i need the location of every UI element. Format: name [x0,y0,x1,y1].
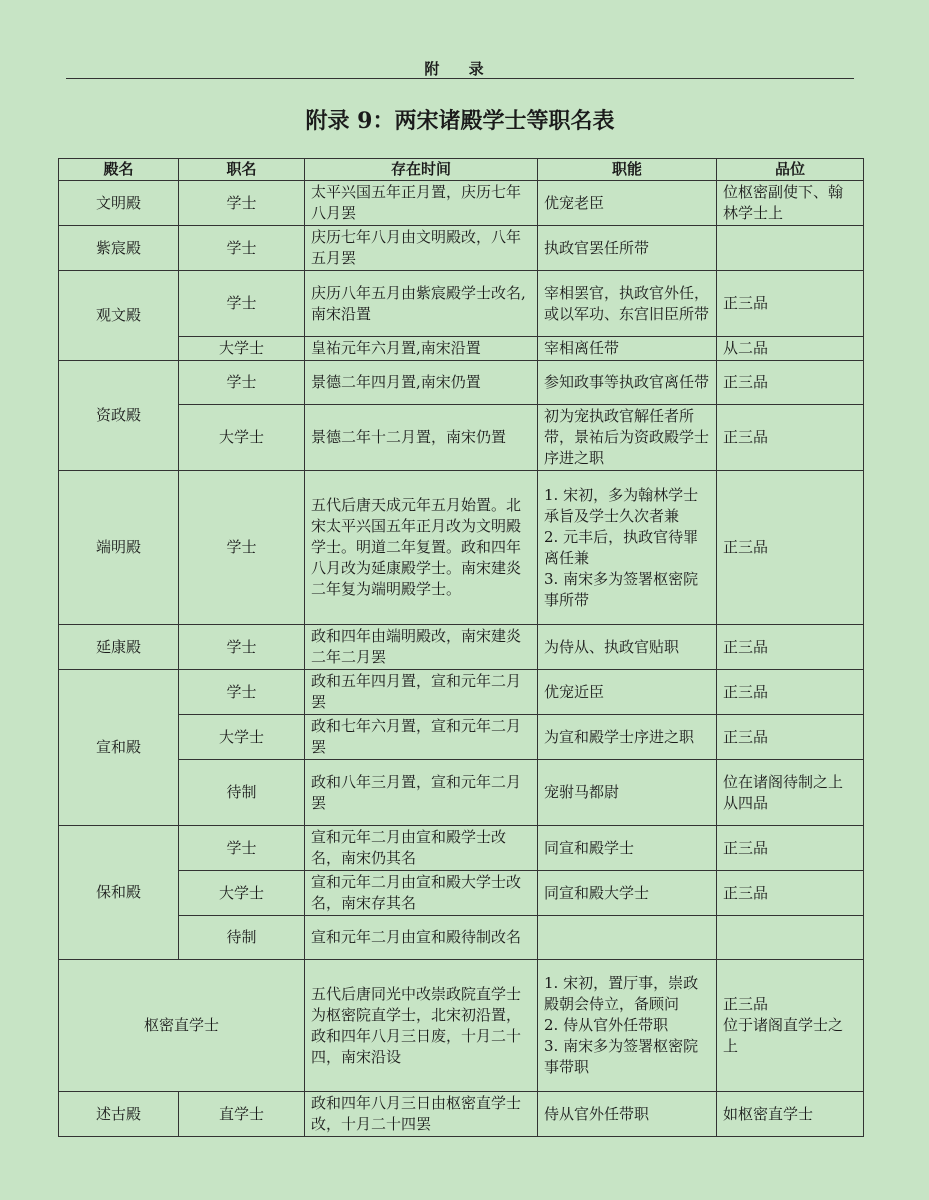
function-cell: 参知政事等执政官离任带 [538,361,717,405]
rank-cell: 位枢密副使下、翰林学士上 [717,181,864,226]
function-cell: 执政官罢任所带 [538,226,717,271]
time-cell: 宣和元年二月由宣和殿大学士改名，南宋存其名 [305,871,538,916]
title-cell: 学士 [179,181,305,226]
rank-cell: 正三品 [717,715,864,760]
title-cell: 学士 [179,226,305,271]
time-cell: 五代后唐同光中改崇政院直学士为枢密院直学士，北宋初沿置，政和四年八月三日废，十月二十四，南宋沿设 [305,960,538,1092]
table-row [59,361,864,405]
table-row [59,916,864,960]
rank-cell: 正三品 [717,670,864,715]
time-cell: 宣和元年二月由宣和殿学士改名，南宋仍其名 [305,826,538,871]
table-row [59,405,864,471]
title-cell: 枢密直学士 [59,960,305,1092]
time-cell: 五代后唐天成元年五月始置。北宋太平兴国五年正月改为文明殿学士。明道二年复置。政和四年八月改为延康殿学士。南宋建炎二年复为端明殿学士。 [305,471,538,625]
column-header-hall: 殿名 [59,159,179,181]
function-cell [538,960,717,1092]
hall-cell: 述古殿 [59,1092,179,1137]
hall-cell: 端明殿 [59,471,179,625]
time-cell: 庆历八年五月由紫宸殿学士改名,南宋沿置 [305,271,538,337]
table-row [59,960,864,1092]
rank-item: 从四品 [723,793,769,812]
table-row [59,625,864,670]
header-rule [66,78,854,79]
time-cell: 政和四年八月三日由枢密直学士改，十月二十四罢 [305,1092,538,1137]
function-cell: 优宠老臣 [538,181,717,226]
function-cell: 同宣和殿大学士 [538,871,717,916]
table-row [59,337,864,361]
hall-cell: 文明殿 [59,181,179,226]
table-row [59,826,864,871]
function-cell: 为侍从、执政官贴职 [538,625,717,670]
time-cell: 庆历七年八月由文明殿改，八年五月罢 [305,226,538,271]
column-header-rank: 品位 [717,159,864,181]
table-row [59,670,864,715]
rank-cell: 如枢密直学士 [717,1092,864,1137]
title-cell: 学士 [179,471,305,625]
hall-cell: 资政殿 [59,361,179,471]
function-cell: 为宣和殿学士序进之职 [538,715,717,760]
hall-cell: 延康殿 [59,625,179,670]
title-cell: 大学士 [179,405,305,471]
title-cell: 学士 [179,271,305,337]
rank-item: 正三品 [723,995,769,1013]
function-item: 2. 侍从官外任带职 [544,1016,669,1034]
time-cell: 政和五年四月置，宣和元年二月罢 [305,670,538,715]
table-row [59,760,864,826]
title-cell: 直学士 [179,1092,305,1137]
title-cell: 待制 [179,760,305,826]
rank-cell: 正三品 [717,871,864,916]
function-item: 3. 南宋多为签署枢密院事带职 [544,1037,699,1076]
rank-item: 位在诸阁待制之上 [723,772,844,791]
rank-item: 位于诸阁直学士之上 [723,1016,844,1055]
table-header-row [59,159,864,181]
rank-cell: 正三品 [717,271,864,337]
function-item: 3. 南宋多为签署枢密院事所带 [544,569,699,609]
table-row [59,871,864,916]
title-cell: 大学士 [179,337,305,361]
time-cell: 政和四年由端明殿改，南宋建炎二年二月罢 [305,625,538,670]
function-cell [538,471,717,625]
column-header-time: 存在时间 [305,159,538,181]
function-cell: 同宣和殿学士 [538,826,717,871]
hall-cell: 宣和殿 [59,670,179,826]
running-header: 附 录 [424,60,496,78]
hall-cell: 观文殿 [59,271,179,361]
page-title: 附录 9：两宋诸殿学士等职名表 [305,108,615,134]
column-header-title: 职名 [179,159,305,181]
time-cell: 皇祐元年六月置,南宋沿置 [305,337,538,361]
table-row [59,181,864,226]
time-cell: 政和七年六月置，宣和元年二月罢 [305,715,538,760]
title-cell: 学士 [179,826,305,871]
function-cell: 初为宠执政官解任者所带，景祐后为资政殿学士序进之职 [538,405,717,471]
time-cell: 景德二年十二月置，南宋仍置 [305,405,538,471]
time-cell: 太平兴国五年正月置，庆历七年八月罢 [305,181,538,226]
title-cell: 学士 [179,625,305,670]
table-row [59,1092,864,1137]
hall-cell: 紫宸殿 [59,226,179,271]
rank-cell: 从二品 [717,337,864,361]
hall-cell: 保和殿 [59,826,179,960]
rank-cell: 正三品 [717,625,864,670]
time-cell: 景德二年四月置,南宋仍置 [305,361,538,405]
rank-cell [717,760,864,826]
title-cell: 待制 [179,916,305,960]
table-row [59,271,864,337]
table-row [59,471,864,625]
title-cell: 学士 [179,670,305,715]
column-header-function: 职能 [538,159,717,181]
title-cell: 学士 [179,361,305,405]
table-row [59,226,864,271]
function-item: 1. 宋初，多为翰林学士承旨及学士久次者兼 [544,485,699,525]
function-cell: 优宠近臣 [538,670,717,715]
table-row [59,715,864,760]
time-cell: 宣和元年二月由宣和殿待制改名 [305,916,538,960]
rank-cell: 正三品 [717,361,864,405]
rank-cell [717,226,864,271]
title-cell: 大学士 [179,871,305,916]
rank-cell [717,916,864,960]
rank-cell: 正三品 [717,826,864,871]
function-cell: 宰相离任带 [538,337,717,361]
function-cell: 宰相罢官，执政官外任，或以军功、东宫旧臣所带 [538,271,717,337]
function-item: 1. 宋初，置厅事，崇政殿朝会侍立，备顾问 [544,974,699,1013]
rank-cell [717,960,864,1092]
function-item: 2. 元丰后，执政官待罪离任兼 [544,527,699,567]
rank-cell: 正三品 [717,405,864,471]
rank-cell: 正三品 [717,471,864,625]
positions-table [58,158,864,1137]
title-cell: 大学士 [179,715,305,760]
function-cell [538,916,717,960]
function-cell: 侍从官外任带职 [538,1092,717,1137]
function-cell: 宠驸马都尉 [538,760,717,826]
time-cell: 政和八年三月置，宣和元年二月罢 [305,760,538,826]
